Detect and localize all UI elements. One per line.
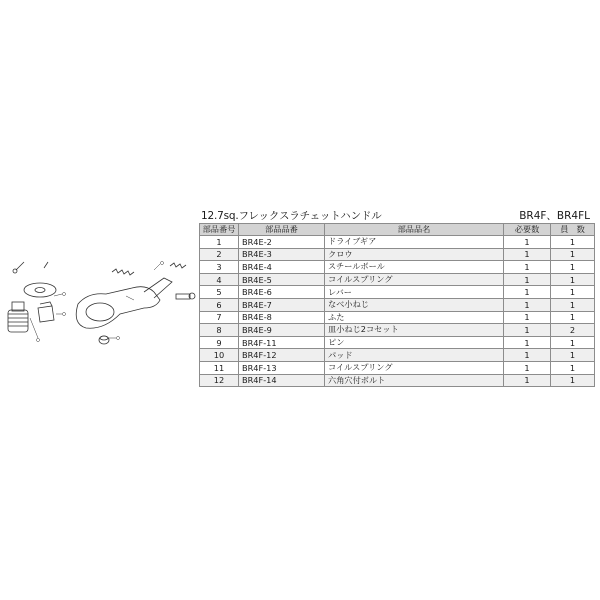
cell-member-qty: 1 xyxy=(551,286,595,299)
table-row xyxy=(200,311,595,324)
cell-required-qty: 1 xyxy=(504,349,551,362)
cell-part-no: 7 xyxy=(200,311,239,324)
lever-part xyxy=(24,283,56,297)
cell-member-qty: 1 xyxy=(551,311,595,324)
cell-required-qty: 1 xyxy=(504,286,551,299)
cell-member-qty: 1 xyxy=(551,361,595,374)
cell-part-no: 5 xyxy=(200,286,239,299)
cell-member-qty: 1 xyxy=(551,236,595,249)
cell-part-code: BR4E-6 xyxy=(239,286,325,299)
header-part-code: 部品品番 xyxy=(239,224,325,236)
cell-part-name: ドライブギア xyxy=(325,236,504,249)
cell-part-name: ふた xyxy=(325,311,504,324)
cell-required-qty: 1 xyxy=(504,374,551,387)
cell-required-qty: 1 xyxy=(504,273,551,286)
cell-part-code: BR4E-4 xyxy=(239,261,325,274)
cell-part-name: スチールボール xyxy=(325,261,504,274)
cell-part-no: 11 xyxy=(200,361,239,374)
cell-required-qty: 1 xyxy=(504,298,551,311)
cell-part-name: クロウ xyxy=(325,248,504,261)
table-row xyxy=(200,324,595,337)
cell-part-code: BR4E-2 xyxy=(239,236,325,249)
parts-table xyxy=(199,223,595,387)
table-row xyxy=(200,248,595,261)
model-number: BR4F、BR4FL xyxy=(519,210,590,222)
cell-part-name: 六角穴付ボルト xyxy=(325,374,504,387)
table-row xyxy=(200,374,595,387)
bolt-part xyxy=(170,263,195,299)
table-header-row xyxy=(200,224,595,236)
spring-part xyxy=(112,269,134,275)
cell-part-code: BR4E-7 xyxy=(239,298,325,311)
header-required-qty: 必要数 xyxy=(504,224,551,236)
cell-part-code: BR4F-14 xyxy=(239,374,325,387)
cell-part-no: 3 xyxy=(200,261,239,274)
ratchet-handle-part xyxy=(76,278,172,328)
cell-member-qty: 2 xyxy=(551,324,595,337)
cell-member-qty: 1 xyxy=(551,248,595,261)
header-part-no: 部品番号 xyxy=(200,224,239,236)
cell-required-qty: 1 xyxy=(504,261,551,274)
cell-member-qty: 1 xyxy=(551,349,595,362)
screw-part xyxy=(13,262,24,273)
cell-part-no: 6 xyxy=(200,298,239,311)
table-row xyxy=(200,298,595,311)
cell-part-code: BR4E-5 xyxy=(239,273,325,286)
cell-part-name: なべ小ねじ xyxy=(325,298,504,311)
cell-part-code: BR4F-12 xyxy=(239,349,325,362)
cell-required-qty: 1 xyxy=(504,236,551,249)
cell-part-no: 1 xyxy=(200,236,239,249)
table-row xyxy=(200,261,595,274)
cell-part-name: レバー xyxy=(325,286,504,299)
cell-part-no: 10 xyxy=(200,349,239,362)
cell-part-code: BR4E-9 xyxy=(239,324,325,337)
cell-part-code: BR4E-3 xyxy=(239,248,325,261)
cell-part-no: 4 xyxy=(200,273,239,286)
cell-part-no: 9 xyxy=(200,336,239,349)
table-row xyxy=(200,286,595,299)
cell-part-code: BR4F-11 xyxy=(239,336,325,349)
cell-part-no: 2 xyxy=(200,248,239,261)
table-row xyxy=(200,361,595,374)
drive-gear-part xyxy=(8,302,28,332)
cell-member-qty: 1 xyxy=(551,374,595,387)
small-screw-part xyxy=(44,262,48,268)
table-row xyxy=(200,336,595,349)
cell-part-name: コイルスプリング xyxy=(325,361,504,374)
page-title: 12.7sq.フレックスラチェットハンドル xyxy=(201,210,382,222)
cell-part-no: 8 xyxy=(200,324,239,337)
cell-member-qty: 1 xyxy=(551,261,595,274)
table-row xyxy=(200,273,595,286)
cell-part-code: BR4F-13 xyxy=(239,361,325,374)
cell-part-name: パッド xyxy=(325,349,504,362)
table-row xyxy=(200,349,595,362)
table-row xyxy=(200,236,595,249)
cell-part-no: 12 xyxy=(200,374,239,387)
header-member-qty: 員 数 xyxy=(551,224,595,236)
cell-required-qty: 1 xyxy=(504,311,551,324)
cell-part-name: ピン xyxy=(325,336,504,349)
claw-part xyxy=(38,302,54,322)
cell-member-qty: 1 xyxy=(551,273,595,286)
cell-member-qty: 1 xyxy=(551,298,595,311)
cell-required-qty: 1 xyxy=(504,336,551,349)
cell-member-qty: 1 xyxy=(551,336,595,349)
pad-part xyxy=(99,336,109,344)
header-part-name: 部品品名 xyxy=(325,224,504,236)
cell-part-code: BR4E-8 xyxy=(239,311,325,324)
cell-required-qty: 1 xyxy=(504,324,551,337)
cell-part-name: 皿小ねじ2コセット xyxy=(325,324,504,337)
cell-required-qty: 1 xyxy=(504,248,551,261)
cell-required-qty: 1 xyxy=(504,361,551,374)
exploded-parts-diagram xyxy=(4,248,200,358)
cell-part-name: コイルスプリング xyxy=(325,273,504,286)
